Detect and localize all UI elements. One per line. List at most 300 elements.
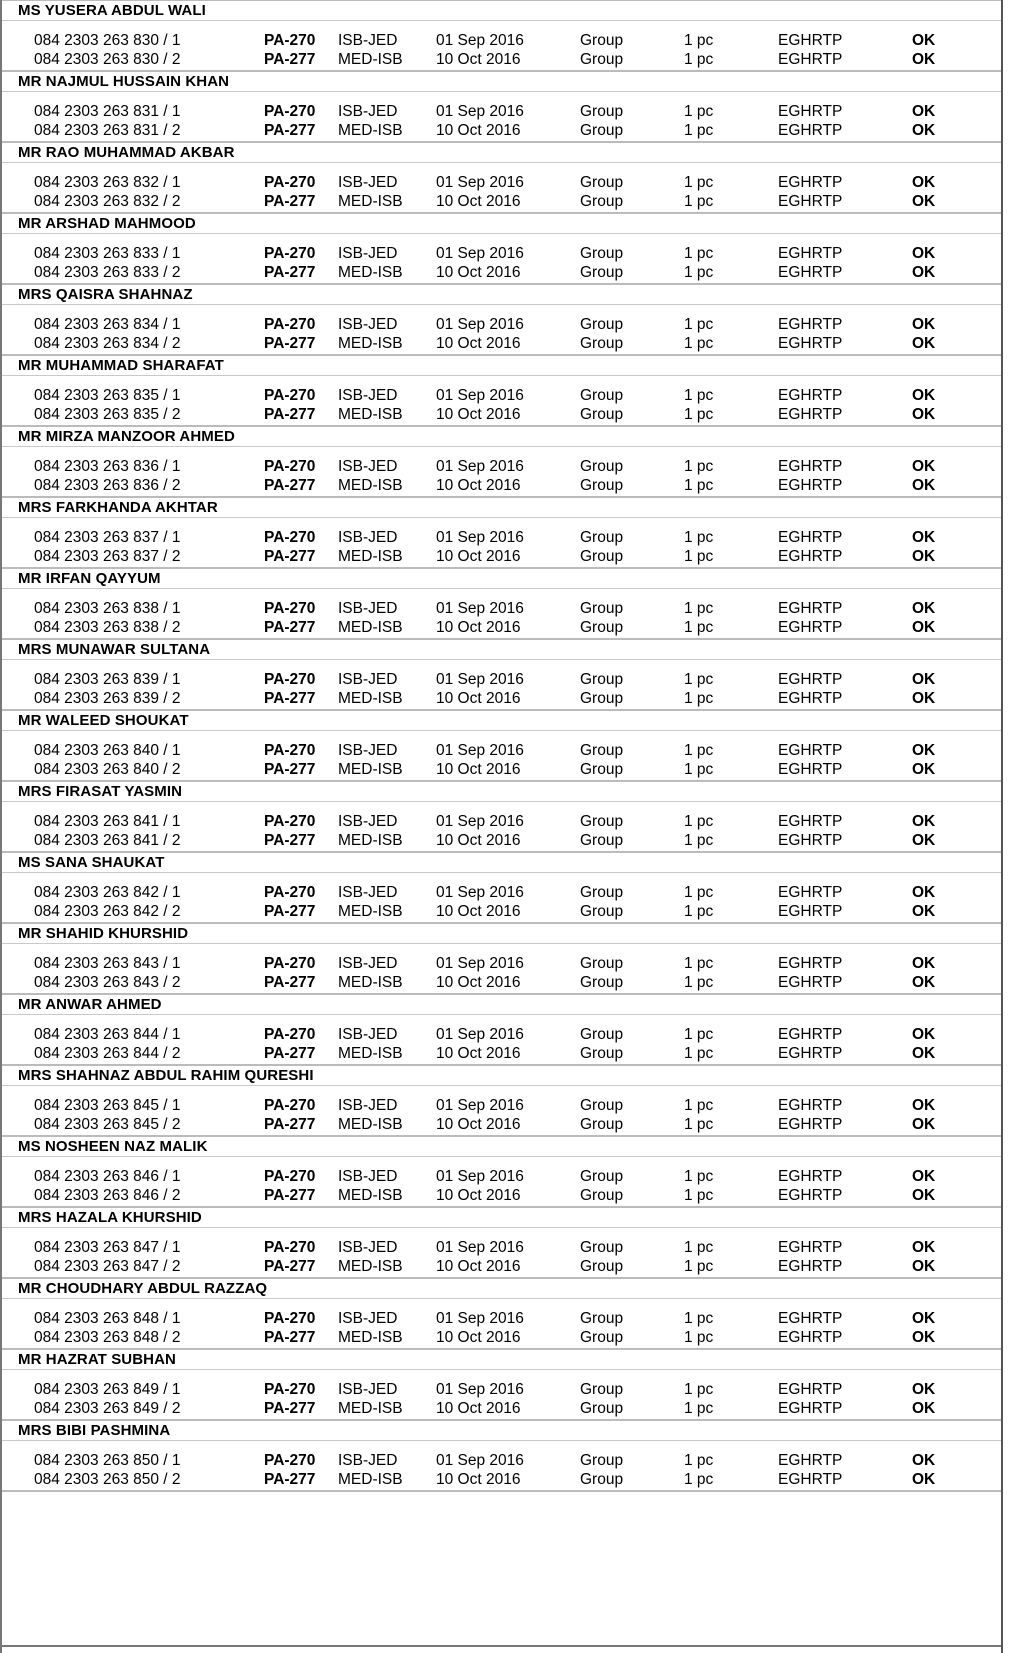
ticket-segment-row [2, 1096, 1001, 1116]
route: MED-ISB [338, 406, 403, 423]
passenger-block [2, 568, 1001, 636]
baggage-allowance: 1 pc [684, 1310, 714, 1327]
flight-number: PA-277 [264, 406, 316, 423]
flight-date: 10 Oct 2016 [436, 1187, 521, 1204]
ticket-segment-row [2, 192, 1001, 214]
passenger-name: MS NOSHEEN NAZ MALIK [18, 1138, 208, 1155]
route: MED-ISB [338, 1258, 403, 1275]
fare-basis: EGHRTP [778, 1045, 843, 1062]
booking-class: Group [580, 103, 624, 120]
flight-number: PA-270 [264, 742, 316, 759]
baggage-allowance: 1 pc [684, 1329, 714, 1346]
flight-number: PA-277 [264, 1187, 316, 1204]
flight-number: PA-270 [264, 884, 316, 901]
route: MED-ISB [338, 1329, 403, 1346]
flight-date: 01 Sep 2016 [436, 1026, 524, 1043]
flight-date: 10 Oct 2016 [436, 1329, 521, 1346]
booking-class: Group [580, 458, 624, 475]
status: OK [912, 1381, 936, 1398]
ticket-segment-row [2, 386, 1001, 406]
route: MED-ISB [338, 1471, 403, 1488]
route: ISB-JED [338, 742, 398, 759]
flight-date: 10 Oct 2016 [436, 548, 521, 565]
flight-date: 10 Oct 2016 [436, 51, 521, 68]
ticket-number: 084 2303 263 834 / 1 [34, 316, 181, 333]
flight-number: PA-277 [264, 51, 316, 68]
fare-basis: EGHRTP [778, 264, 843, 281]
flight-number: PA-277 [264, 1258, 316, 1275]
route: ISB-JED [338, 1381, 398, 1398]
ticket-number: 084 2303 263 837 / 2 [34, 548, 181, 565]
status: OK [912, 1026, 936, 1043]
ticket-segment-row [2, 599, 1001, 619]
ticket-segment-row [2, 831, 1001, 853]
flight-date: 10 Oct 2016 [436, 761, 521, 778]
fare-basis: EGHRTP [778, 1310, 843, 1327]
status: OK [912, 690, 936, 707]
booking-class: Group [580, 742, 624, 759]
flight-date: 01 Sep 2016 [436, 671, 524, 688]
baggage-allowance: 1 pc [684, 1097, 714, 1114]
flight-date: 01 Sep 2016 [436, 884, 524, 901]
baggage-allowance: 1 pc [684, 529, 714, 546]
flight-date: 10 Oct 2016 [436, 903, 521, 920]
route: ISB-JED [338, 458, 398, 475]
booking-class: Group [580, 813, 624, 830]
route: ISB-JED [338, 174, 398, 191]
passenger-block [2, 1207, 1001, 1275]
status: OK [912, 245, 936, 262]
route: MED-ISB [338, 477, 403, 494]
booking-class: Group [580, 477, 624, 494]
ticket-number: 084 2303 263 834 / 2 [34, 335, 181, 352]
fare-basis: EGHRTP [778, 174, 843, 191]
baggage-allowance: 1 pc [684, 122, 714, 139]
booking-class: Group [580, 1452, 624, 1469]
booking-class: Group [580, 122, 624, 139]
flight-number: PA-277 [264, 974, 316, 991]
passenger-name: MR HAZRAT SUBHAN [18, 1351, 176, 1368]
flight-date: 10 Oct 2016 [436, 974, 521, 991]
flight-number: PA-270 [264, 1239, 316, 1256]
passenger-block [2, 1136, 1001, 1204]
status: OK [912, 813, 936, 830]
status: OK [912, 548, 936, 565]
flight-number: PA-270 [264, 316, 316, 333]
baggage-allowance: 1 pc [684, 742, 714, 759]
route: ISB-JED [338, 1452, 398, 1469]
status: OK [912, 1400, 936, 1417]
fare-basis: EGHRTP [778, 1026, 843, 1043]
booking-class: Group [580, 600, 624, 617]
ticket-number: 084 2303 263 833 / 2 [34, 264, 181, 281]
route: ISB-JED [338, 316, 398, 333]
baggage-allowance: 1 pc [684, 1400, 714, 1417]
flight-number: PA-277 [264, 1045, 316, 1062]
flight-date: 01 Sep 2016 [436, 174, 524, 191]
baggage-allowance: 1 pc [684, 974, 714, 991]
status: OK [912, 103, 936, 120]
ticket-segment-row [2, 1186, 1001, 1208]
ticket-number: 084 2303 263 847 / 2 [34, 1258, 181, 1275]
status: OK [912, 458, 936, 475]
passenger-name: MRS FIRASAT YASMIN [18, 783, 183, 800]
booking-class: Group [580, 335, 624, 352]
passenger-name-row [2, 639, 1001, 660]
flight-number: PA-277 [264, 619, 316, 636]
booking-class: Group [580, 1116, 624, 1133]
flight-number: PA-270 [264, 1097, 316, 1114]
booking-class: Group [580, 51, 624, 68]
flight-date: 10 Oct 2016 [436, 1258, 521, 1275]
passenger-name-row [2, 213, 1001, 234]
bottom-border [0, 1645, 1001, 1647]
passenger-name: MR WALEED SHOUKAT [18, 712, 189, 729]
passenger-name-row [2, 568, 1001, 589]
passenger-name: MRS BIBI PASHMINA [18, 1422, 171, 1439]
flight-date: 10 Oct 2016 [436, 619, 521, 636]
fare-basis: EGHRTP [778, 884, 843, 901]
ticket-number: 084 2303 263 841 / 1 [34, 813, 181, 830]
baggage-allowance: 1 pc [684, 477, 714, 494]
flight-number: PA-270 [264, 1310, 316, 1327]
ticket-number: 084 2303 263 832 / 2 [34, 193, 181, 210]
ticket-segment-row [2, 1399, 1001, 1421]
baggage-allowance: 1 pc [684, 1026, 714, 1043]
passenger-block [2, 213, 1001, 281]
status: OK [912, 316, 936, 333]
route: MED-ISB [338, 193, 403, 210]
fare-basis: EGHRTP [778, 974, 843, 991]
ticket-segment-row [2, 670, 1001, 690]
status: OK [912, 955, 936, 972]
fare-basis: EGHRTP [778, 548, 843, 565]
route: ISB-JED [338, 1168, 398, 1185]
passenger-name: MRS QAISRA SHAHNAZ [18, 286, 193, 303]
status: OK [912, 122, 936, 139]
flight-number: PA-277 [264, 477, 316, 494]
passenger-name: MR NAJMUL HUSSAIN KHAN [18, 73, 230, 90]
ticket-segment-row [2, 973, 1001, 995]
ticket-segment-row [2, 547, 1001, 569]
ticket-number: 084 2303 263 847 / 1 [34, 1239, 181, 1256]
ticket-number: 084 2303 263 830 / 1 [34, 32, 181, 49]
passenger-name: MRS MUNAWAR SULTANA [18, 641, 211, 658]
passenger-name: MS SANA SHAUKAT [18, 854, 165, 871]
baggage-allowance: 1 pc [684, 1381, 714, 1398]
baggage-allowance: 1 pc [684, 690, 714, 707]
flight-date: 01 Sep 2016 [436, 529, 524, 546]
status: OK [912, 1168, 936, 1185]
flight-date: 01 Sep 2016 [436, 1381, 524, 1398]
ticket-segment-row [2, 528, 1001, 548]
flight-number: PA-270 [264, 32, 316, 49]
baggage-allowance: 1 pc [684, 619, 714, 636]
status: OK [912, 193, 936, 210]
baggage-allowance: 1 pc [684, 264, 714, 281]
ticket-segment-row [2, 741, 1001, 761]
booking-class: Group [580, 387, 624, 404]
baggage-allowance: 1 pc [684, 761, 714, 778]
booking-class: Group [580, 761, 624, 778]
ticket-segment-row [2, 1380, 1001, 1400]
fare-basis: EGHRTP [778, 316, 843, 333]
booking-class: Group [580, 1471, 624, 1488]
route: ISB-JED [338, 671, 398, 688]
fare-basis: EGHRTP [778, 387, 843, 404]
ticket-number: 084 2303 263 842 / 2 [34, 903, 181, 920]
booking-class: Group [580, 1097, 624, 1114]
flight-number: PA-270 [264, 671, 316, 688]
passenger-block [2, 1278, 1001, 1346]
route: MED-ISB [338, 619, 403, 636]
fare-basis: EGHRTP [778, 742, 843, 759]
route: MED-ISB [338, 1400, 403, 1417]
flight-number: PA-270 [264, 174, 316, 191]
booking-class: Group [580, 316, 624, 333]
ticket-segment-row [2, 405, 1001, 427]
ticket-number: 084 2303 263 850 / 2 [34, 1471, 181, 1488]
ticket-segment-row [2, 618, 1001, 640]
flight-date: 01 Sep 2016 [436, 1452, 524, 1469]
ticket-segment-row [2, 244, 1001, 264]
status: OK [912, 761, 936, 778]
fare-basis: EGHRTP [778, 671, 843, 688]
passenger-block [2, 710, 1001, 778]
booking-class: Group [580, 1381, 624, 1398]
booking-class: Group [580, 1329, 624, 1346]
ticket-segment-row [2, 102, 1001, 122]
route: MED-ISB [338, 832, 403, 849]
baggage-allowance: 1 pc [684, 51, 714, 68]
fare-basis: EGHRTP [778, 619, 843, 636]
passenger-name-row [2, 355, 1001, 376]
status: OK [912, 335, 936, 352]
status: OK [912, 1471, 936, 1488]
flight-number: PA-277 [264, 335, 316, 352]
fare-basis: EGHRTP [778, 458, 843, 475]
route: MED-ISB [338, 761, 403, 778]
status: OK [912, 742, 936, 759]
fare-basis: EGHRTP [778, 1400, 843, 1417]
flight-number: PA-277 [264, 264, 316, 281]
ticket-number: 084 2303 263 831 / 2 [34, 122, 181, 139]
baggage-allowance: 1 pc [684, 600, 714, 617]
ticket-number: 084 2303 263 846 / 2 [34, 1187, 181, 1204]
fare-basis: EGHRTP [778, 32, 843, 49]
baggage-allowance: 1 pc [684, 103, 714, 120]
fare-basis: EGHRTP [778, 335, 843, 352]
fare-basis: EGHRTP [778, 690, 843, 707]
passenger-name: MR MIRZA MANZOOR AHMED [18, 428, 235, 445]
flight-date: 01 Sep 2016 [436, 600, 524, 617]
ticket-segment-row [2, 1470, 1001, 1492]
passenger-name-row [2, 1349, 1001, 1370]
ticket-number: 084 2303 263 842 / 1 [34, 884, 181, 901]
status: OK [912, 406, 936, 423]
route: ISB-JED [338, 955, 398, 972]
booking-class: Group [580, 174, 624, 191]
route: MED-ISB [338, 51, 403, 68]
passenger-name: MR IRFAN QAYYUM [18, 570, 161, 587]
route: ISB-JED [338, 884, 398, 901]
status: OK [912, 903, 936, 920]
ticket-number: 084 2303 263 838 / 2 [34, 619, 181, 636]
status: OK [912, 387, 936, 404]
flight-date: 10 Oct 2016 [436, 832, 521, 849]
status: OK [912, 671, 936, 688]
baggage-allowance: 1 pc [684, 458, 714, 475]
flight-date: 10 Oct 2016 [436, 335, 521, 352]
passenger-block [2, 142, 1001, 210]
baggage-allowance: 1 pc [684, 193, 714, 210]
flight-number: PA-270 [264, 1452, 316, 1469]
flight-date: 01 Sep 2016 [436, 742, 524, 759]
status: OK [912, 884, 936, 901]
ticket-segment-row [2, 1451, 1001, 1471]
passenger-name-row [2, 0, 1001, 21]
flight-date: 10 Oct 2016 [436, 193, 521, 210]
fare-basis: EGHRTP [778, 1258, 843, 1275]
ticket-number: 084 2303 263 839 / 1 [34, 671, 181, 688]
flight-number: PA-277 [264, 832, 316, 849]
baggage-allowance: 1 pc [684, 387, 714, 404]
flight-number: PA-277 [264, 1400, 316, 1417]
fare-basis: EGHRTP [778, 1471, 843, 1488]
booking-class: Group [580, 1239, 624, 1256]
flight-date: 10 Oct 2016 [436, 477, 521, 494]
fare-basis: EGHRTP [778, 955, 843, 972]
flight-date: 01 Sep 2016 [436, 458, 524, 475]
booking-class: Group [580, 1400, 624, 1417]
passenger-name: MR MUHAMMAD SHARAFAT [18, 357, 224, 374]
ticket-segment-row [2, 1167, 1001, 1187]
booking-class: Group [580, 264, 624, 281]
route: ISB-JED [338, 1310, 398, 1327]
booking-class: Group [580, 1187, 624, 1204]
ticket-number: 084 2303 263 835 / 2 [34, 406, 181, 423]
flight-date: 01 Sep 2016 [436, 1168, 524, 1185]
flight-number: PA-277 [264, 1116, 316, 1133]
booking-class: Group [580, 245, 624, 262]
flight-date: 10 Oct 2016 [436, 1471, 521, 1488]
ticket-number: 084 2303 263 830 / 2 [34, 51, 181, 68]
ticket-segment-row [2, 689, 1001, 711]
passenger-name-row [2, 710, 1001, 731]
baggage-allowance: 1 pc [684, 1239, 714, 1256]
passenger-name: MS YUSERA ABDUL WALI [18, 2, 206, 19]
fare-basis: EGHRTP [778, 529, 843, 546]
route: ISB-JED [338, 103, 398, 120]
ticket-number: 084 2303 263 844 / 2 [34, 1045, 181, 1062]
ticket-number: 084 2303 263 844 / 1 [34, 1026, 181, 1043]
ticket-number: 084 2303 263 843 / 2 [34, 974, 181, 991]
flight-date: 10 Oct 2016 [436, 1116, 521, 1133]
booking-class: Group [580, 955, 624, 972]
route: ISB-JED [338, 32, 398, 49]
status: OK [912, 1329, 936, 1346]
fare-basis: EGHRTP [778, 832, 843, 849]
route: MED-ISB [338, 1116, 403, 1133]
passenger-name-row [2, 852, 1001, 873]
route: MED-ISB [338, 1187, 403, 1204]
passenger-name-row [2, 1065, 1001, 1086]
passenger-name-row [2, 1278, 1001, 1299]
baggage-allowance: 1 pc [684, 671, 714, 688]
passenger-block [2, 639, 1001, 707]
baggage-allowance: 1 pc [684, 1168, 714, 1185]
flight-number: PA-277 [264, 903, 316, 920]
flight-number: PA-270 [264, 103, 316, 120]
flight-date: 01 Sep 2016 [436, 1097, 524, 1114]
fare-basis: EGHRTP [778, 1116, 843, 1133]
booking-class: Group [580, 1310, 624, 1327]
baggage-allowance: 1 pc [684, 174, 714, 191]
passenger-name: MRS SHAHNAZ ABDUL RAHIM QURESHI [18, 1067, 314, 1084]
fare-basis: EGHRTP [778, 600, 843, 617]
flight-date: 10 Oct 2016 [436, 1400, 521, 1417]
ticket-number: 084 2303 263 832 / 1 [34, 174, 181, 191]
baggage-allowance: 1 pc [684, 813, 714, 830]
fare-basis: EGHRTP [778, 51, 843, 68]
baggage-allowance: 1 pc [684, 884, 714, 901]
flight-number: PA-277 [264, 690, 316, 707]
booking-class: Group [580, 1168, 624, 1185]
flight-number: PA-270 [264, 600, 316, 617]
passenger-name: MR ARSHAD MAHMOOD [18, 215, 196, 232]
baggage-allowance: 1 pc [684, 548, 714, 565]
flight-date: 01 Sep 2016 [436, 32, 524, 49]
status: OK [912, 1097, 936, 1114]
baggage-allowance: 1 pc [684, 1045, 714, 1062]
ticket-number: 084 2303 263 846 / 1 [34, 1168, 181, 1185]
route: ISB-JED [338, 1239, 398, 1256]
ticket-segment-row [2, 1115, 1001, 1137]
booking-class: Group [580, 619, 624, 636]
status: OK [912, 1045, 936, 1062]
passenger-block [2, 1349, 1001, 1417]
ticket-number: 084 2303 263 843 / 1 [34, 955, 181, 972]
flight-date: 01 Sep 2016 [436, 316, 524, 333]
baggage-allowance: 1 pc [684, 1187, 714, 1204]
flight-date: 01 Sep 2016 [436, 103, 524, 120]
baggage-allowance: 1 pc [684, 832, 714, 849]
fare-basis: EGHRTP [778, 103, 843, 120]
route: MED-ISB [338, 264, 403, 281]
route: ISB-JED [338, 1026, 398, 1043]
fare-basis: EGHRTP [778, 477, 843, 494]
flight-number: PA-277 [264, 548, 316, 565]
passenger-name-row [2, 1420, 1001, 1441]
baggage-allowance: 1 pc [684, 1116, 714, 1133]
status: OK [912, 832, 936, 849]
route: MED-ISB [338, 974, 403, 991]
ticket-number: 084 2303 263 850 / 1 [34, 1452, 181, 1469]
flight-date: 01 Sep 2016 [436, 245, 524, 262]
baggage-allowance: 1 pc [684, 903, 714, 920]
passenger-block [2, 497, 1001, 565]
fare-basis: EGHRTP [778, 1381, 843, 1398]
passenger-name-row [2, 1207, 1001, 1228]
fare-basis: EGHRTP [778, 1452, 843, 1469]
route: MED-ISB [338, 690, 403, 707]
passenger-name-row [2, 994, 1001, 1015]
baggage-allowance: 1 pc [684, 316, 714, 333]
flight-number: PA-270 [264, 387, 316, 404]
passenger-name: MR SHAHID KHURSHID [18, 925, 189, 942]
status: OK [912, 51, 936, 68]
ticket-number: 084 2303 263 848 / 1 [34, 1310, 181, 1327]
